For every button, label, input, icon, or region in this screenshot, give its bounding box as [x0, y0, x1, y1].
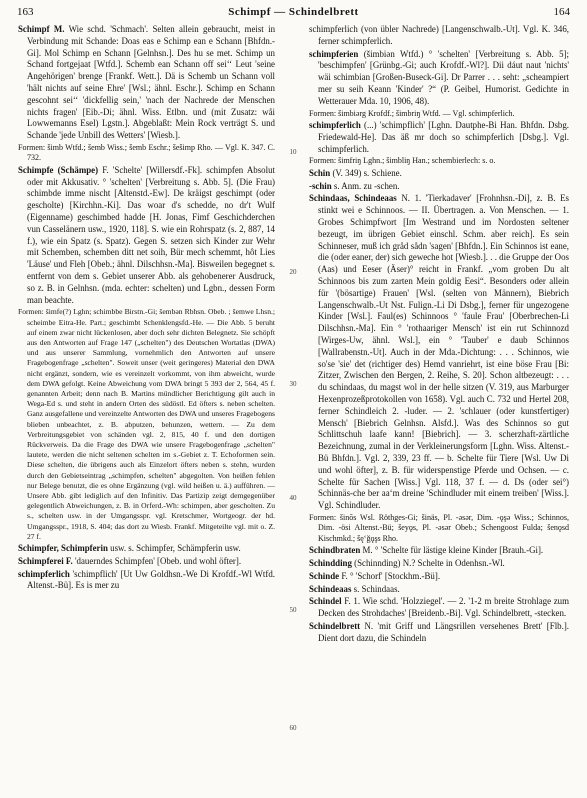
- line-number: 50: [289, 606, 297, 614]
- page-number-right: 164: [553, 6, 570, 18]
- dictionary-entry: [309, 24, 569, 48]
- entry-text: (...) 'schimpflich' [Lghn. Dautphe-Bi Han. Bhfdn. Dsbg. Friedewald-He]. Das äß mr doch so schimpferlich [Dsbg.]. Vgl. schimpferlich.: [318, 119, 569, 154]
- headword: schimpferien: [309, 48, 359, 59]
- line-number: 30: [289, 380, 297, 388]
- dictionary-entry: [309, 545, 569, 557]
- entry-text: schimpferlich (von übler Nachrede) [Langenschwalb.-Ut]. Vgl. K. 346, ferner schimpferlich.: [309, 24, 569, 46]
- entry-text: usw. s. Schimpfer, Schämpferin usw.: [107, 543, 241, 554]
- headword: Schimpferei F.: [18, 555, 73, 566]
- entry-text: 'schimpflich' [Ut Uw Goldhsn.-We Di Krofdf.-Wl Wtfd. Altenst.-Bü]. Es is mer zu: [27, 568, 275, 591]
- line-number: 10: [289, 148, 297, 156]
- entry-text: Formen: šimb Wtfd.; šemb Wiss.; šemb Eschr.; šešimp Rho. — Vgl. K. 347. C. 732.: [18, 142, 275, 163]
- entry-text: F. 'Schelte' [Willersdf.-Fk]. schimpfen Absolut oder mit Akkusativ. ° 'schelten' [Verbreitung s. Abb. 5]. (Die Frau) schimbde imme nischt [Altenstd.-Ew]. De kräigst geschimpt (oder gescholte) [Kirchhn.-Ki]. Das woar d's schedde, no dr't Wulf (Eigenname) geschimbed hadde [H. Jonas, Fimf Geschichderchen vun Casselänern usw., 1920, 118]. S. wie ein Rohrspatz (s. 2, 887, 14 f.), wie ein Spatz (s. Spatz). Gegen S. setzen sich Kinder zur Wehr mit Schemben, schemben ditt net soih, Bür mech schemmt, hôt Lies 'Läuse' und Fleh [Obeb.; ähnl. Dilschhsn.-Ma]. Bisweilen begegnet s. entfernt von dem s. Gebiet unserer Abb. als gehobenerer Ausdruck, so z. B. in Gelnhsn. (mda. echter: schelten) und Lgbn., dessen Form man beachte.: [27, 164, 275, 305]
- running-header: [0, 6, 587, 22]
- headword: Schindding: [309, 557, 352, 568]
- headword: Schindaas, Schindeaas: [309, 193, 397, 204]
- headword: Schindelbrett: [309, 620, 361, 631]
- dictionary-entry: [309, 558, 569, 570]
- dictionary-entry: [309, 193, 569, 512]
- dictionary-entry: [309, 168, 569, 180]
- dictionary-entry: [309, 120, 569, 155]
- dictionary-entry: [309, 181, 569, 193]
- dictionary-entry: [18, 556, 275, 568]
- entry-text: Formen: šinōs Wsl. Röthges-Gi; šinäs, Pl. -əsər, Dim. -ǫşə Wiss.; Schinnos, Dim. -ösi Altenst.-Bü; šeyǫs, Pl. -əsər Obeb.; Schengoost Fulda; šenǫsd Kischmkd.; šę‘ğǫşs Rho.: [309, 512, 569, 543]
- headword: Schindeaas: [309, 583, 352, 594]
- entry-text: s. Schindaas.: [351, 583, 400, 594]
- left-column: [18, 24, 275, 593]
- entry-text: F. 1. Wie schd. 'Holzziegel'. — 2. '1-2 m breite Strohlage zum Decken des Strohdaches' [Breidenb.-Bi]. Vgl. Schindelbrett, -stecken.: [318, 596, 569, 619]
- line-number: 20: [289, 268, 297, 276]
- headword: Schinde: [309, 570, 340, 581]
- entry-text: Formen: šimbiərg Krofdf.; šimbriŋ Wtfd. — Vgl. schimpferlich.: [309, 108, 515, 118]
- dictionary-entry: [18, 543, 275, 555]
- dictionary-entry: [309, 156, 569, 166]
- entry-text: Formen: šimfriŋ Lghn.; šimbliŋ Han.; schembierlech: s. o.: [309, 156, 496, 166]
- headword: Schimpfer, Schimpferin: [18, 543, 108, 554]
- entry-text: N. 1. 'Tierkadaver' [Frohnhsn.-Di], z. B. Es stinkt wei e Schinnoos. — II. Übertragen. a. Von Menschen. — 1. Grobes Schimpfwort [Im Westrand und im Nordosten seltener bezeugt, im übrigen Gebiet einschl. Schm. aber reich]. Es sein Schinneser, muß ich gråd sådn 'sagen' [Bhfdn.]. Ein Schinnos ist eane, die (oder eaner, der) sich geweche hot [Wiesb.]. . . die Gruppe der Oos (Aas) und Eeser (Äser)° reicht in Frankf. „vom groben Du alt Schinnoos bis zum zarten Mein goldig Eesi“. Besonders oder allein für '(bösartige) Frauen' [Wsl. (selten von Männern), Biebrich Langenschwalb.-Ut Nst. Fulign.-Li Di Dsbg.], ferner für ungezogene Kinder [Wsl.]. Faul(es) Schinnoos ° 'faule Frau' [Oberbrechen-Li Dilschhsn.-Ma]. Ein ° 'rothaariger Mensch' ist ein rut Schinnozd [Wirges-Uw, ähnl. Wsl.], ein ° 'Tauber' e daub Schinnos [Wallrabenstn.-Ut]. Auch in der Mda.-Dichtung: . . . Schinnos, wie so'se 'sie' det (richtiger des) Hemd vanriehrt, ist eine böse Frau [Bi: Zitzer, Zwischen den Bergen, 2. Reihe, S. 20]. Schon altbezeugt: . . . du schindaas, du magst wol in der helle sitzen (V. 319, aus Marburger Hexenprozeßprotokollen von 1658). Vgl. auch C. 732 und Hertel 208, ferner Schindleich 2. -luder. — 2. 'schlauer (oder kunstfertiger) Mensch' [Biebrich Gelnhsn. Alsfd.]. Was des Schinnos so gut Schlittschuh laafe kann! [Biebrich]. — 3. scherzhaft-zärtliche Bezeichnung, zumal in der Verkleinerungsform [Lghn. Wiss. Altenst.-Bü Bhfdn.]. Vgl. 2, 339, 23 ff. — b. Schelte für Tiere [Wsl. Uw Di und wohl öfter], z. B. für widerspenstige Pferde und Ochsen. — c. Schelte für Sachen [Wiss.] Vgl. 118, 37 f. — d. Ds (oder sei°) Schinnäs-che ber aa‘m dreine 'Schindluder mit einem treiben' [Wiss.]. Vgl. Schindluder.: [318, 193, 569, 511]
- headword: Schimpfe (Schämpe): [18, 164, 99, 175]
- dictionary-entry: [18, 24, 275, 142]
- page-number-left: 163: [17, 6, 34, 18]
- dictionary-entry: [309, 513, 569, 544]
- headword: schimpferlich: [18, 568, 70, 579]
- dictionary-entry: [309, 621, 569, 645]
- entry-text: (šimbiən Wtfd.) ° 'schelten' [Verbreitung s. Abb. 5]; 'beschimpfen' [Grünbg.-Gi; auch Krofdf.-Wl?]. Dii dáut naut 'nichts' wäi schimbian [Großen-Buseck-Gi]. Dr Parrer . . . seht: „scheampiert mer su seih Keann 'Kinder' ?“ (P. Geibel, Humorist. Gedichte in Wetterauer Mda. 10, 1906, 48).: [318, 48, 569, 106]
- entry-text: M. ° 'Schelte für lästige kleine Kinder [Brauh.-Gi].: [360, 545, 544, 556]
- dictionary-entry: [309, 571, 569, 583]
- entry-text: N. 'mit Griff und Längsrillen versehenes Brett' [Flb.]. Dient dort dazu, die Schindeln: [318, 620, 569, 643]
- entry-text: s. Anm. zu -schen.: [331, 180, 400, 191]
- line-number: 60: [289, 724, 297, 732]
- headword: -schin: [309, 180, 332, 191]
- right-column: [309, 24, 569, 645]
- entry-text: (V. 349) s. Schiene.: [330, 167, 402, 178]
- entry-text: Wie schd. 'Schmach'. Selten allein gebraucht, meist in Verbindung mit Schande: Doas eas e Schimp ean e Schann [Bhfdn.-Gi]. Mol Schimp en Schann [Gelnhsn.]. Des hu se met. Schimp un Schand fortgejaat [Wtfd.]. Schemb ean Schann off sei‘‘ Leut 'seine Angehörigen' brenge [Frankf. Wett.]. Dä is Schemb un Schann voll 'hält nichts auf seine Ehre' [Wsl.; ähnl. Eschr.]. Schimp en Schann gescohnt sei‘‘ 'dickfellig sein,' 'nach der Nachrede der Menschen nichts fragen' [Eib.-Di; ähnl. Wiss. Etlbn. und (mit Zusatz: wåi Lowwemanns Esel) Lgstn.]. Abgeblaßt: Mein Rock verträgt S. und Schande 'jede Unbill des Wetters' [Wiesb.].: [27, 24, 276, 141]
- dictionary-entry: [309, 49, 569, 108]
- line-number: 40: [289, 494, 297, 502]
- dictionary-entry: [18, 143, 275, 164]
- dictionary-entry: [309, 584, 569, 596]
- entry-text: 'dauerndes Schimpfen' [Obeb. und wohl öfter].: [72, 555, 242, 566]
- dictionary-entry: [18, 165, 275, 307]
- entry-text: (Schinnding) N.? Schelte in Odenhsn.-Wl.: [351, 557, 505, 568]
- entry-text: F. ° 'Schorf' [Stockhm.-Bü].: [339, 570, 441, 581]
- dictionary-entry: [18, 307, 275, 542]
- headword: Schindbraten: [309, 545, 361, 556]
- headword: Schimpf M.: [18, 24, 65, 34]
- dictionary-entry: [309, 109, 569, 119]
- dictionary-entry: [18, 569, 275, 593]
- headword: Schindel: [309, 596, 342, 607]
- dictionary-entry: [309, 596, 569, 620]
- entry-text: Formen: šimfe(?) Lghn; schimbbe Birstn.-Gi; šembən Rbhsn. Obeb. ; šemwe Lhsn.; scheimbe Eitra-He. Part.; geschimbt Schenklengsfd.-He. — Die Abb. 5 beruht auf einem zwar nicht lückenlosen, aber doch sehr dichten Belegnetz. Sie schöpft aus den Antworten auf Frage 147 („schelten") des Deutschen Wortatlas (DWA) und aus unserer Sammlung, vornehmlich den Antworten auf unsere Fragebogenfrage „schelten". Soweit unser (weit geringeres) Material den DWA nicht ergänzt, sondern, wie es vereinzelt vorkommt, von ihm abweicht, wurde dem DWA gefolgt. Keine Abweichung vom DWA bringt 5 393 der 2, 564, 45 f. genannten Arbeit; denn nach B. Martins mündlicher Berichtigung gilt auch in Wega-Ed s. und steht in andern Orten des südöstl. Ed öfters s. neben schelten. Ganz ausgefallene und vereinzelte Antworten des DWA und unseres Fragebogens blieben unbeachtet, z. B. abputzen, behunzen, wettern. — Zu dem Verbreitungsgebiet von schänden vgl. 2, 815, 40 f. und den dortigen Rückverweis. Da die Frage des DWA wie unsere Fragebogenfrage „schelten" lautete, werden die nicht seltenen schelten im s.-Gebiet z. T. Echoformen sein. Diese schelten, die übrigens auch als Einzelort öfters neben s. stehn, wurden durch den Gebietseintrag „schimpfen, schelten" abgegolten. Von heißen fehlen nur Belege benutzt, die es ohne Ergänzung (vgl. wild heißen u. ä.) aufführen. — Unsere Abb. gibt lediglich auf den Infinitiv. Das Partizip zeigt demgegenüber gelegentlich Abweichungen, z. B. in Orferd.-Wh: schimpen, aber gescholten. Zu s., schelten usw. in der Umgangsspr. vgl. Kretschmer, Wortgeogr. der hd. Umgangsspr., 1918, S. 404; das dort zu Wiesb. Frankf. Mitgeteilte vgl. mit o. Z. 27 f.: [18, 307, 275, 541]
- headword: Schin: [309, 167, 331, 178]
- running-title: Schimpf — Schindelbrett: [228, 6, 359, 18]
- headword: schimpferlich: [309, 119, 361, 130]
